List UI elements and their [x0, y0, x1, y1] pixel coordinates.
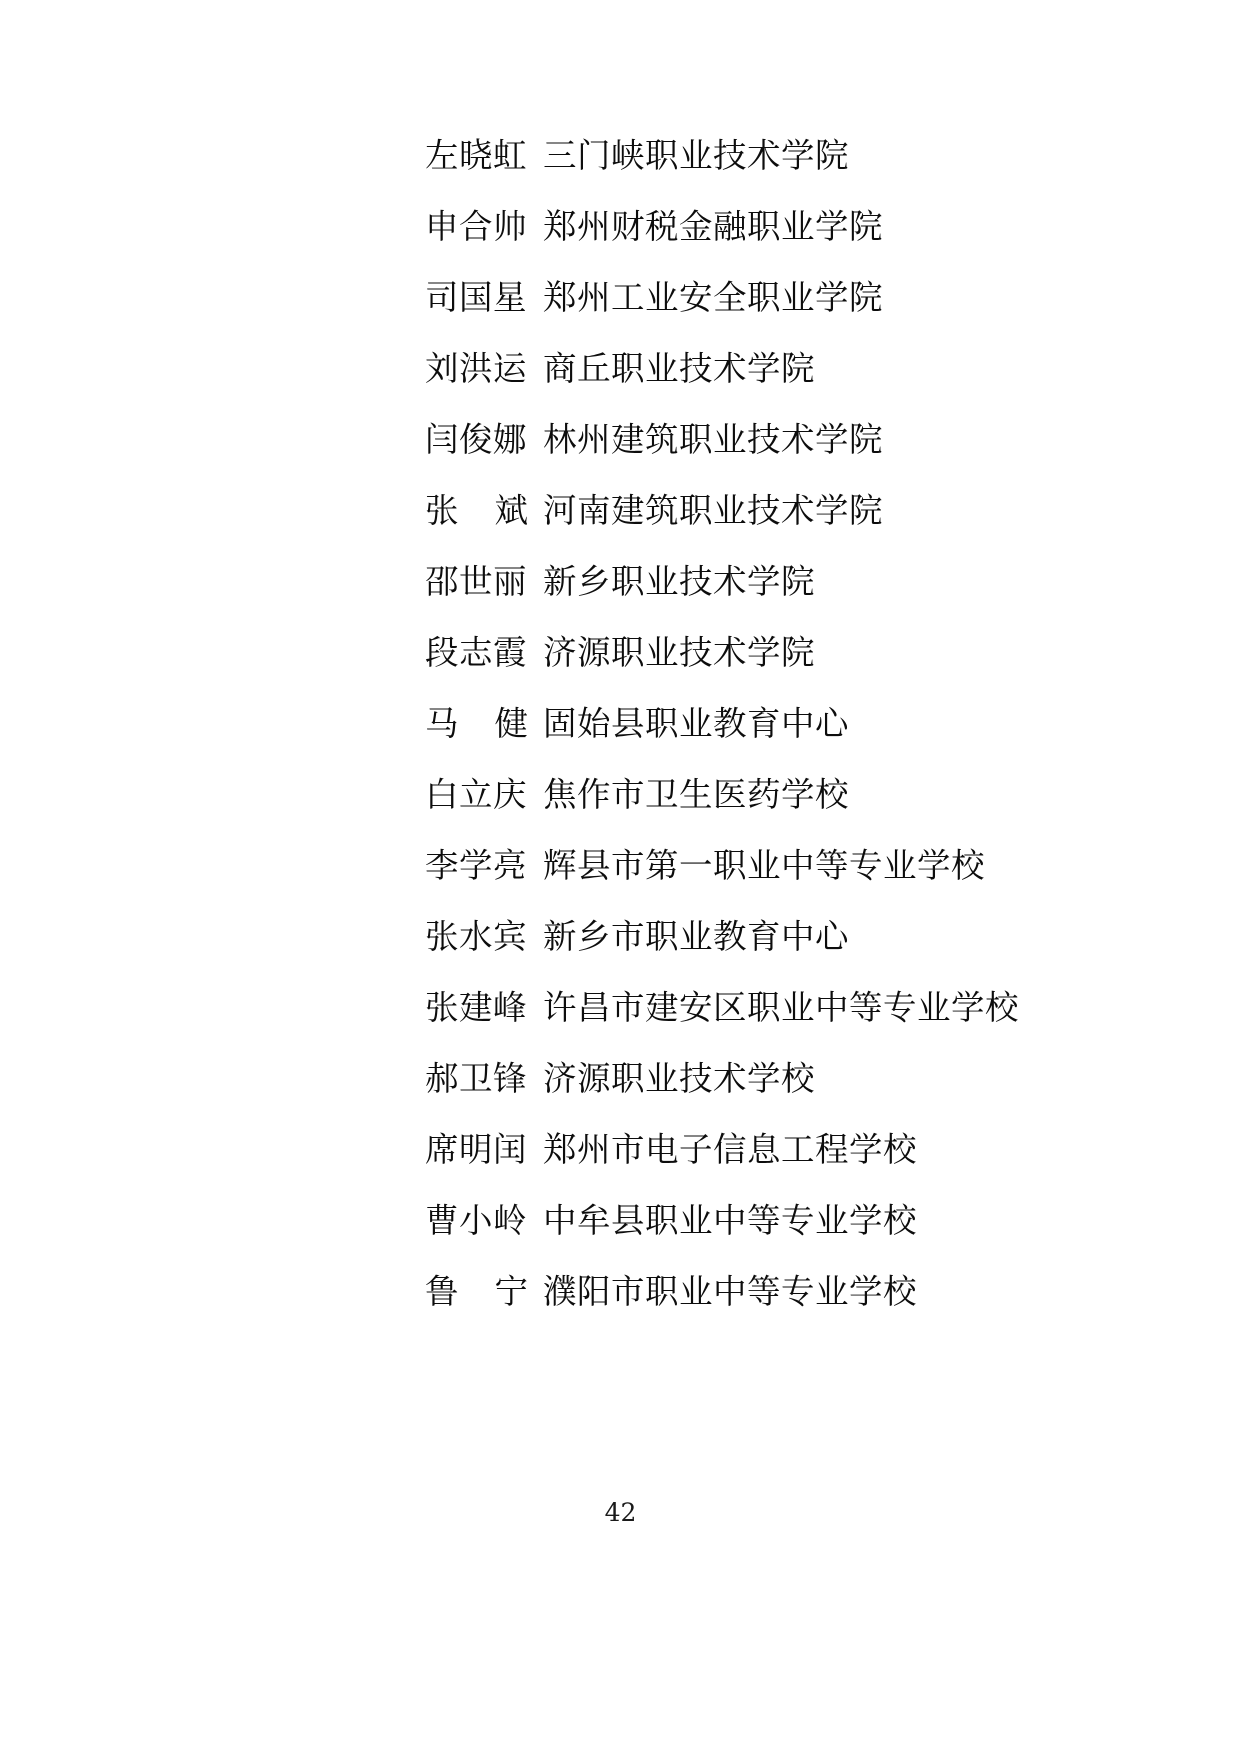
name-school-list [0, 120, 1241, 1327]
school-name: 濮阳市职业中等专业学校 [543, 1272, 917, 1311]
person-name: 司国星 [425, 278, 527, 317]
school-name: 新乡市职业教育中心 [543, 917, 849, 956]
list-item [0, 1256, 1241, 1327]
person-name: 左晓虹 [425, 136, 527, 175]
list-item [0, 546, 1241, 617]
school-name: 商丘职业技术学院 [543, 349, 815, 388]
list-item [0, 830, 1241, 901]
school-name: 河南建筑职业技术学院 [543, 491, 883, 530]
person-name: 马 健 [425, 704, 528, 743]
list-item [0, 333, 1241, 404]
person-name: 席明闰 [425, 1130, 527, 1169]
person-name: 李学亮 [425, 846, 527, 885]
list-item [0, 972, 1241, 1043]
person-name: 张 斌 [425, 491, 528, 530]
person-name: 张水宾 [425, 917, 527, 956]
list-item [0, 1114, 1241, 1185]
school-name: 辉县市第一职业中等专业学校 [543, 846, 985, 885]
person-name: 曹小岭 [425, 1201, 527, 1240]
school-name: 固始县职业教育中心 [543, 704, 849, 743]
list-item [0, 617, 1241, 688]
school-name: 郑州市电子信息工程学校 [543, 1130, 917, 1169]
person-name: 郝卫锋 [425, 1059, 527, 1098]
person-name: 鲁 宁 [425, 1272, 528, 1311]
school-name: 郑州财税金融职业学院 [543, 207, 883, 246]
school-name: 林州建筑职业技术学院 [543, 420, 883, 459]
list-item [0, 1043, 1241, 1114]
list-item [0, 688, 1241, 759]
school-name: 许昌市建安区职业中等专业学校 [543, 988, 1019, 1027]
list-item [0, 475, 1241, 546]
school-name: 郑州工业安全职业学院 [543, 278, 883, 317]
list-item [0, 191, 1241, 262]
person-name: 邵世丽 [425, 562, 527, 601]
list-item [0, 759, 1241, 830]
list-item [0, 901, 1241, 972]
person-name: 段志霞 [425, 633, 527, 672]
list-item [0, 120, 1241, 191]
school-name: 新乡职业技术学院 [543, 562, 815, 601]
page-number: 42 [604, 1498, 637, 1527]
person-name: 申合帅 [425, 207, 527, 246]
person-name: 刘洪运 [425, 349, 527, 388]
list-item [0, 404, 1241, 475]
person-name: 白立庆 [425, 775, 527, 814]
school-name: 焦作市卫生医药学校 [543, 775, 849, 814]
school-name: 济源职业技术学院 [543, 633, 815, 672]
school-name: 中牟县职业中等专业学校 [543, 1201, 917, 1240]
person-name: 闫俊娜 [425, 420, 527, 459]
list-item [0, 262, 1241, 333]
school-name: 济源职业技术学校 [543, 1059, 815, 1098]
list-item [0, 1185, 1241, 1256]
school-name: 三门峡职业技术学院 [543, 136, 849, 175]
person-name: 张建峰 [425, 988, 527, 1027]
